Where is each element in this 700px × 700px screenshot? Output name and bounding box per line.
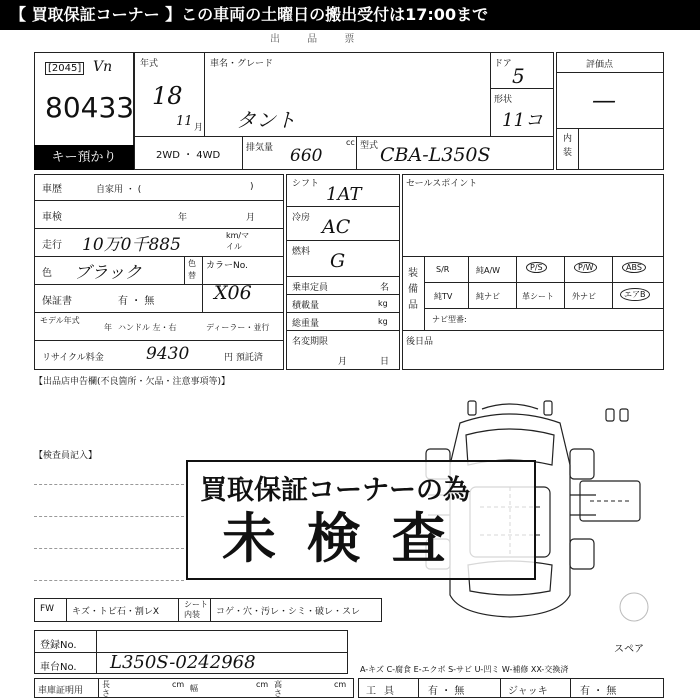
door-value: 5: [512, 64, 525, 88]
mileage-value: 10万0千885: [82, 235, 181, 255]
gross-label: 総重量: [292, 319, 320, 329]
recycle-unit: 円 預託済: [224, 353, 263, 363]
load-label: 積載量: [292, 301, 320, 311]
cert-length: 長さ: [102, 680, 110, 698]
dealer-option: ディーラー・並行: [206, 323, 270, 332]
shape-value: 11コ: [502, 110, 543, 131]
fuel-value: G: [330, 250, 346, 272]
capacity-label: 乗車定員: [292, 283, 329, 293]
fw-label: FW: [40, 604, 55, 614]
equip-ps: P/S: [526, 262, 547, 273]
load-unit: kg: [378, 299, 388, 308]
door-label: ドア: [494, 59, 512, 69]
equip-tv: 純TV: [434, 292, 453, 301]
equip-airbag: エアB: [620, 288, 650, 301]
jack-value: 有 ・ 無: [580, 686, 617, 697]
cert-label: 車庫証明用: [38, 686, 84, 696]
recycle-label: リサイクル料金: [42, 353, 104, 363]
lot-number: 80433: [45, 91, 135, 124]
color-sub-label: 色替: [188, 259, 196, 280]
cert-height: 高さ: [274, 680, 282, 698]
uninspected-stamp: [186, 460, 536, 580]
displacement-label: 排気量: [246, 143, 274, 153]
model-year-unit: 年: [104, 323, 112, 332]
tools-value: 有 ・ 無: [428, 686, 465, 697]
model-year-label: モデル年式: [40, 316, 80, 325]
car-name: タント: [236, 108, 296, 132]
ac-value: AC: [322, 216, 351, 238]
color-code-label: カラーNo.: [206, 261, 248, 271]
owner-change-label: 名変期限: [292, 337, 329, 347]
year-value: 18: [152, 82, 183, 110]
equip-sr: S/R: [436, 265, 450, 274]
navi-model-label: ナビ型番:: [432, 315, 467, 324]
ac-label: 冷房: [292, 213, 311, 223]
shift-label: シフト: [292, 179, 320, 189]
color-label: 色: [42, 268, 52, 279]
top-banner: 【 買取保証コーナー 】この車両の土曜日の搬出受付は17:00まで: [0, 0, 700, 30]
gross-unit: kg: [378, 317, 388, 326]
cert-height-unit: cm: [334, 680, 347, 689]
interior-label: 内装: [563, 134, 573, 158]
displacement-value: 660: [290, 146, 323, 166]
history-label: 車歴: [42, 184, 62, 195]
inspection-label: 車検: [42, 212, 62, 223]
stamp-line1: 買取保証コーナーの為: [200, 475, 470, 506]
warranty-label: 保証書: [42, 296, 72, 307]
equipment-grid: [424, 256, 664, 330]
recycle-value: 9430: [146, 344, 190, 364]
lot-code-value: 2045: [51, 63, 78, 74]
later-items-label: 後日品: [406, 337, 434, 347]
shape-label: 形状: [494, 95, 513, 105]
chassis-label: 車台No.: [40, 662, 77, 673]
year-month: 11: [176, 114, 193, 129]
seller-notes-label: 【出品店申告欄(不良箇所・欠品・注意事項等)】: [34, 377, 231, 387]
seat-text: コゲ・穴・汚レ・シミ・破レ・スレ: [216, 607, 361, 617]
eval-label: 評価点: [586, 60, 614, 70]
mileage-label: 走行: [42, 240, 62, 251]
tools-label: 工具: [366, 686, 402, 697]
shift-value: 1AT: [326, 184, 362, 205]
owner-change-day: 日: [380, 357, 390, 367]
chassis-value: L350S-0242968: [110, 652, 256, 673]
stamp-line2: 未 検 査: [222, 507, 452, 570]
lot-box-code: [2045]: [45, 62, 84, 75]
model-value: CBA-L350S: [380, 144, 491, 166]
equip-pw: P/W: [574, 262, 597, 273]
year-month-unit: 月: [194, 123, 204, 133]
equip-abs: ABS: [622, 262, 646, 273]
eval-value: —: [592, 86, 616, 114]
mileage-unit: km/マイル: [226, 231, 250, 251]
sales-point-label: セールスポイント: [406, 179, 478, 189]
cert-width-unit: cm: [256, 680, 269, 689]
fw-text: キズ・トビ石・割レX: [72, 607, 159, 617]
header-title: 出 品 票: [270, 34, 367, 45]
car-label: 車名・グレード: [210, 59, 274, 69]
cert-length-unit: cm: [172, 680, 185, 689]
damage-legend: A-キズ C-腐食 E-エクボ S-サビ U-凹ミ W-補修 XX-交換済: [360, 665, 569, 674]
year-label: 年式: [140, 59, 159, 69]
equipment-label: 装備品: [408, 268, 418, 311]
seat-label: シート内装: [184, 600, 208, 619]
displacement-unit: cc: [346, 138, 355, 147]
inspection-month: 月: [246, 213, 256, 223]
owner-change-month: 月: [338, 357, 348, 367]
history-value: 自家用 ・ (: [96, 185, 142, 195]
warranty-value: 有 ・ 無: [118, 296, 155, 307]
equip-navi: 純ナビ: [476, 292, 500, 301]
model-label: 型式: [360, 141, 379, 151]
handle-option: ハンドル 左・右: [118, 323, 177, 332]
spare-label: スペア: [614, 644, 644, 655]
drive-label: 2WD ・ 4WD: [156, 150, 221, 161]
lot-box: [34, 52, 134, 170]
capacity-unit: 名: [380, 283, 390, 293]
inspector-notes-label: 【検査員記入】: [34, 451, 98, 461]
inspection-year: 年: [178, 213, 188, 223]
key-label: キー預かり: [34, 145, 134, 170]
equip-leather: 革シート: [522, 292, 554, 301]
lot-suffix: Vn: [93, 59, 113, 75]
fuel-label: 燃料: [292, 247, 311, 257]
jack-label: ジャッキ: [508, 686, 548, 697]
color-value: ブラック: [74, 263, 142, 283]
color-code: X06: [214, 282, 252, 304]
cert-width: 幅: [190, 684, 198, 693]
history-close: ): [250, 182, 254, 192]
equip-aw: 純A/W: [476, 266, 501, 275]
registration-label: 登録No.: [40, 640, 77, 651]
equip-ext-navi: 外ナビ: [572, 292, 596, 301]
